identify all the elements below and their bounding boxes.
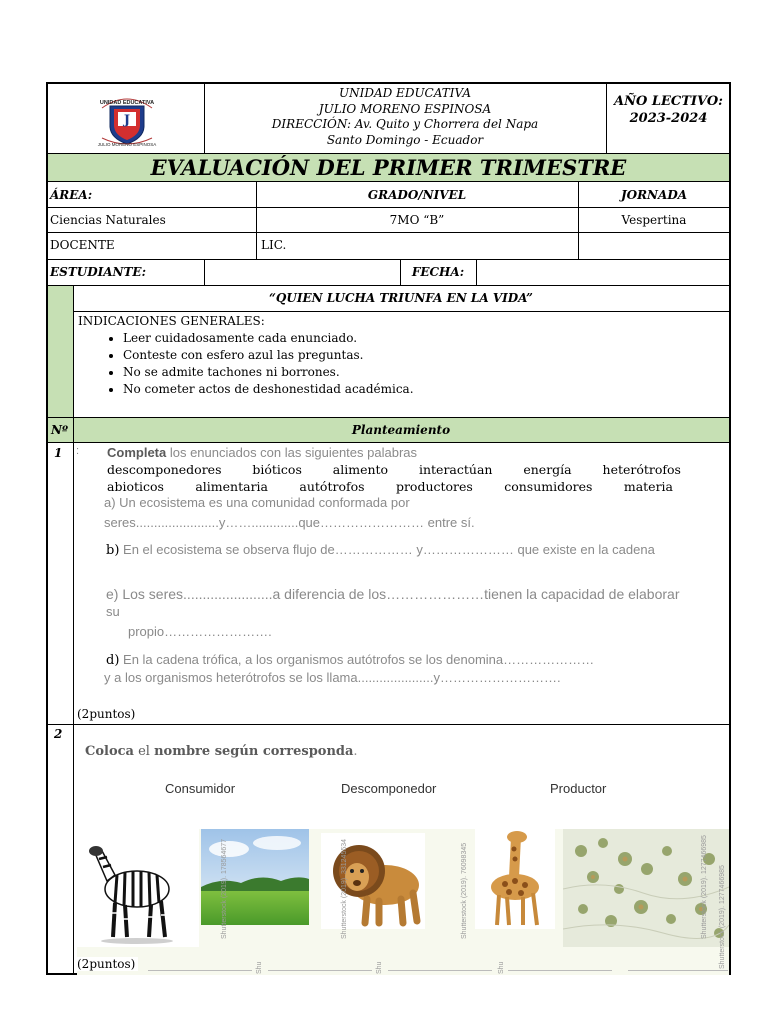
question-number: 1 — [54, 446, 63, 460]
area-label: ÁREA: — [50, 188, 93, 202]
q1-statement-d-prefix: d) — [106, 653, 120, 668]
image-strip — [77, 829, 729, 975]
school-year-value: 2023-2024 — [629, 111, 708, 126]
word-bank-item: energía — [523, 462, 572, 477]
q2-instruction-bold1: Coloca — [85, 744, 134, 759]
word-bank-item: productores — [395, 479, 473, 494]
q2-label-productor: Productor — [550, 781, 607, 796]
answer-line[interactable] — [628, 970, 728, 971]
word-bank-item: materia — [623, 479, 673, 494]
q1-statement-d-line2: y a los organismos heterótrofos se los llama.....................y………………………. — [104, 670, 561, 685]
q1-colon: : — [76, 445, 80, 457]
q1-instruction — [107, 445, 417, 460]
institution-line: Santo Domingo - Ecuador — [326, 132, 484, 147]
word-bank-item: heterótrofos — [602, 462, 681, 477]
q1-statement-b-text: En el ecosistema se observa flujo de……………… y………………… que existe en la cadena — [119, 542, 655, 557]
image-watermark: Shutterstock (2019). 76098345 — [461, 842, 468, 939]
q2-instruction-bold2: nombre según corresponda — [154, 744, 354, 759]
docente-value[interactable]: LIC. — [261, 238, 287, 252]
instruction-item: • No se admite tachones ni borrones. — [123, 364, 718, 381]
jornada-label: JORNADA — [620, 188, 688, 202]
grassland-image — [201, 829, 309, 925]
q2-label-descomponedor: Descomponedor — [341, 781, 437, 796]
word-bank-item: abioticos — [107, 479, 164, 494]
page-title: EVALUACIÓN DEL PRIMER TRIMESTRE — [150, 155, 627, 180]
answer-line[interactable] — [388, 970, 492, 971]
word-bank-item: alimento — [332, 462, 389, 477]
q2-label-consumidor: Consumidor — [165, 781, 236, 796]
word-bank-row — [107, 479, 673, 494]
table-header-number: Nº — [51, 423, 68, 437]
question-number: 2 — [54, 727, 63, 741]
q1-statement-b — [106, 542, 655, 558]
image-watermark: Shutterstock (2019). 1277466985 — [701, 835, 708, 939]
instruction-item: • Leer cuidadosamente cada enunciado. — [123, 330, 718, 347]
institution-line: DIRECCIÓN: Av. Quito y Chorrera del Napa — [271, 117, 539, 131]
jornada-value: Vespertina — [621, 213, 687, 227]
institution-line: UNIDAD EDUCATIVA — [338, 86, 472, 100]
area-value: Ciencias Naturales — [50, 213, 166, 227]
q1-statement-d-text: En la cadena trófica, a los organismos autótrofos se los denomina………………… — [119, 652, 595, 667]
q2-instruction-end: . — [353, 744, 358, 759]
answer-line[interactable] — [148, 970, 252, 971]
school-logo — [96, 92, 158, 148]
q2-instruction — [85, 744, 358, 759]
q1-statement-e-line2: su — [106, 604, 120, 619]
image-watermark: Shu — [376, 961, 383, 974]
answer-line[interactable] — [508, 970, 612, 971]
q1-statement-a-line2: seres.......................y…….............que…………………… entre sí. — [104, 515, 475, 530]
q2-instruction-mid: el — [133, 744, 155, 759]
q1-statement-e-line3: propio……………………. — [128, 624, 272, 639]
image-watermark: Shu — [498, 961, 505, 974]
grado-label: GRADO/NIVEL — [367, 188, 467, 202]
grado-value: 7MO “B” — [389, 213, 445, 227]
left-strip — [48, 286, 73, 417]
fecha-label: FECHA: — [411, 265, 465, 279]
docente-label: DOCENTE — [50, 238, 115, 252]
instruction-item: • No cometer actos de deshonestidad académica. — [123, 381, 718, 398]
fecha-field[interactable] — [477, 261, 729, 284]
motto: “QUIEN LUCHA TRIUNFA EN LA VIDA” — [269, 291, 533, 305]
estudiante-label: ESTUDIANTE: — [50, 265, 147, 279]
evaluation-sheet — [46, 82, 731, 975]
image-watermark: Shutterstock (2019). 331245534 — [341, 838, 348, 939]
word-bank-item: bióticos — [252, 462, 302, 477]
svg-text:JULIO MORENO ESPINOSA: JULIO MORENO ESPINOSA — [97, 142, 157, 147]
zebra-image — [77, 829, 199, 947]
q1-points: (2puntos) — [77, 707, 136, 721]
q1-statement-e-line1: e) Los seres.......................a diferencia de los…………………tienen la capacidad de elaborar — [106, 586, 680, 602]
word-bank-item: autótrofos — [299, 479, 365, 494]
instruction-item: • Conteste con esfero azul las preguntas. — [123, 347, 718, 364]
word-bank-item: alimentaria — [195, 479, 268, 494]
school-year-label: AÑO LECTIVO: — [614, 94, 723, 109]
answer-line[interactable] — [268, 970, 372, 971]
instructions-heading: INDICACIONES GENERALES: — [78, 314, 265, 328]
instructions — [78, 313, 718, 398]
table-header-planteamiento: Planteamiento — [351, 423, 451, 437]
q2-points: (2puntos) — [77, 957, 138, 971]
institution-line: JULIO MORENO ESPINOSA — [318, 101, 492, 116]
q1-statement-b-prefix: b) — [106, 543, 120, 558]
q1-instruction-rest: los enunciados con las siguientes palabras — [166, 445, 418, 460]
q1-statement-a-line1: a) Un ecosistema es una comunidad conformada por — [104, 495, 410, 510]
word-bank-row — [107, 462, 681, 477]
lion-image — [321, 833, 425, 929]
word-bank-item: descomponedores — [107, 462, 222, 477]
image-watermark: Shutterstock (2019). 1277466985 — [719, 865, 726, 969]
image-watermark: Shutterstock (2019). 178564677 — [221, 838, 228, 939]
word-bank-item: interactúan — [418, 462, 493, 477]
institution-block — [204, 86, 606, 148]
school-year-block — [606, 93, 731, 127]
image-watermark: Shu — [256, 961, 263, 974]
giraffe-image — [475, 829, 555, 929]
q1-instruction-bold: Completa — [107, 445, 167, 460]
svg-text:UNIDAD EDUCATIVA: UNIDAD EDUCATIVA — [99, 100, 155, 106]
title-bar — [48, 154, 729, 182]
word-bank-item: consumidores — [504, 479, 593, 494]
svg-text:J: J — [123, 113, 131, 128]
estudiante-field[interactable] — [205, 261, 400, 284]
q1-statement-d — [106, 652, 594, 668]
